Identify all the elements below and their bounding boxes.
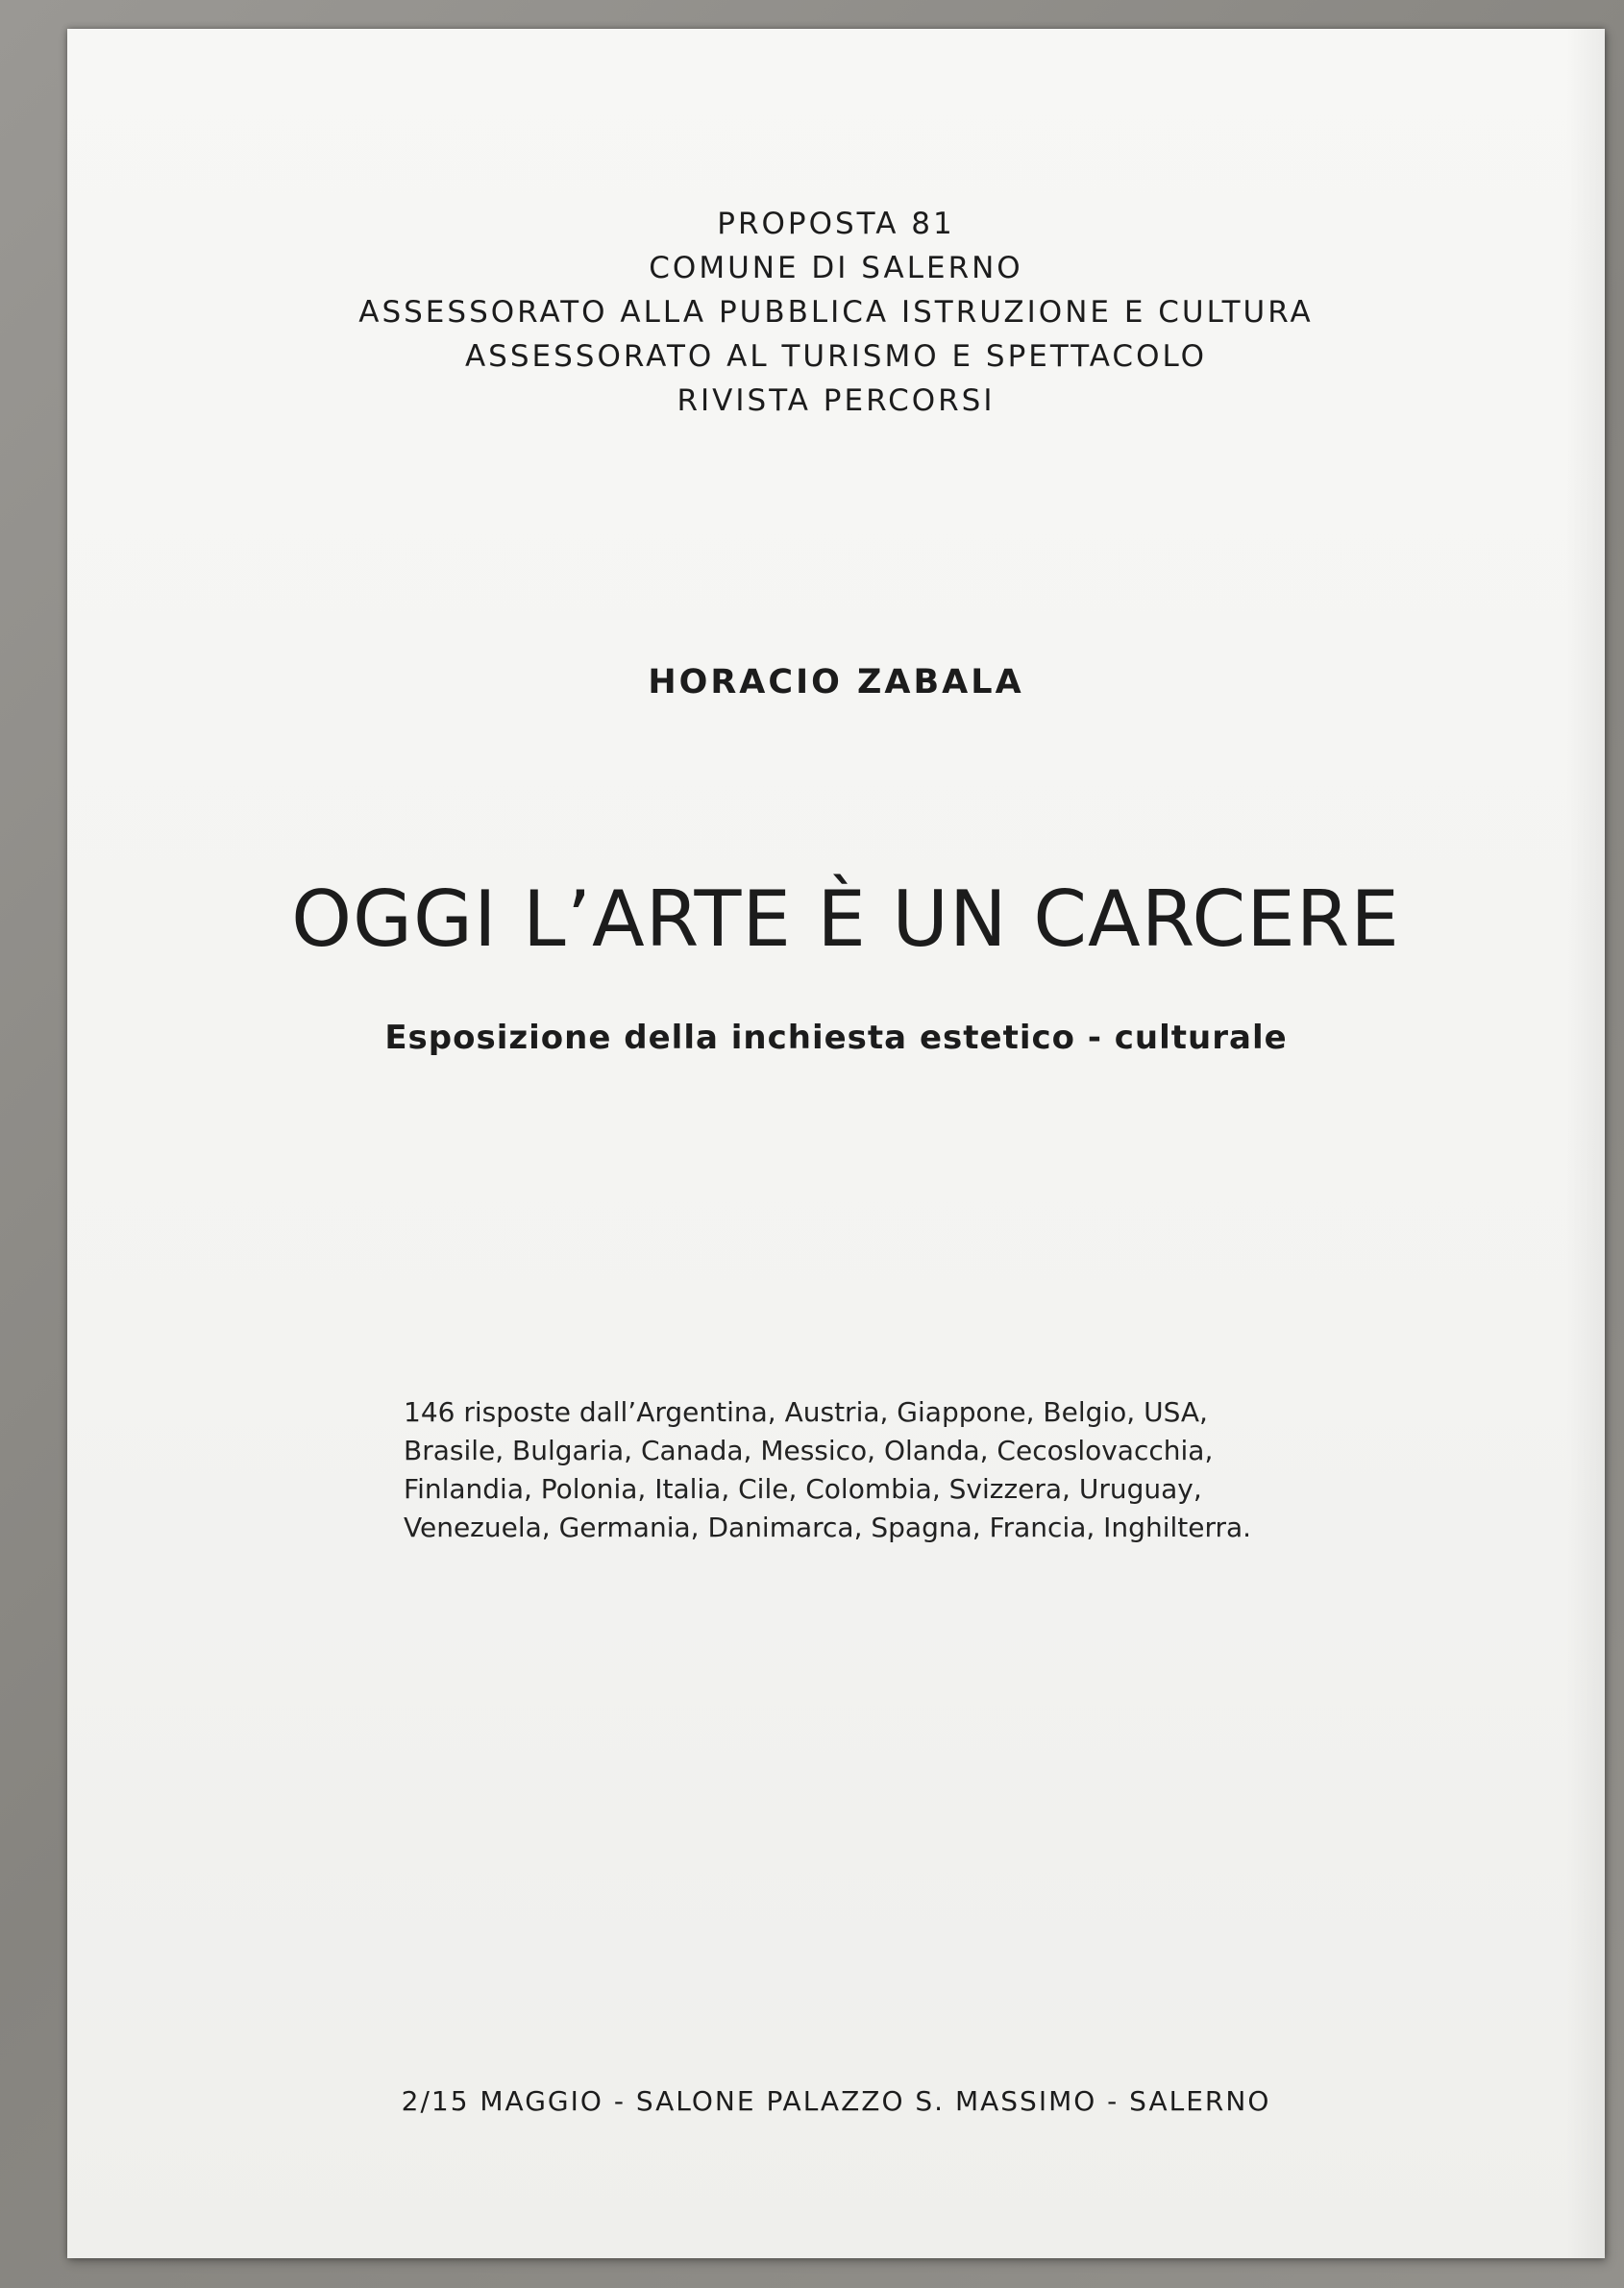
author-name: HORACIO ZABALA	[648, 663, 1024, 701]
countries-paragraph	[404, 1393, 1268, 1547]
header-line-comune: COMUNE DI SALERNO	[649, 251, 1023, 285]
event-dates-venue: 2/15 MAGGIO - SALONE PALAZZO S. MASSIMO - SALERNO	[401, 2085, 1271, 2117]
printed-sheet	[67, 29, 1605, 2258]
countries-line-2: Brasile, Bulgaria, Canada, Messico, Olanda, Cecoslovacchia,	[404, 1435, 1214, 1466]
countries-line-3: Finlandia, Polonia, Italia, Cile, Colombia, Svizzera, Uruguay,	[404, 1473, 1202, 1505]
header-line-assessorato-turismo: ASSESSORATO AL TURISMO E SPETTACOLO	[464, 339, 1208, 374]
header-block	[67, 202, 1605, 423]
countries-line-1: 146 risposte dall’Argentina, Austria, Giappone, Belgio, USA,	[404, 1396, 1208, 1428]
document-subtitle: Esposizione della inchiesta estetico - culturale	[384, 1019, 1288, 1057]
header-line-rivista: RIVISTA PERCORSI	[677, 383, 996, 418]
header-line-proposta: PROPOSTA 81	[717, 207, 955, 241]
header-line-assessorato-istruzione: ASSESSORATO ALLA PUBBLICA ISTRUZIONE E CULTURA	[358, 295, 1314, 330]
document-title: OGGI L’ARTE È UN CARCERE	[291, 874, 1400, 964]
countries-line-4: Venezuela, Germania, Danimarca, Spagna, Francia, Inghilterra.	[404, 1512, 1252, 1543]
